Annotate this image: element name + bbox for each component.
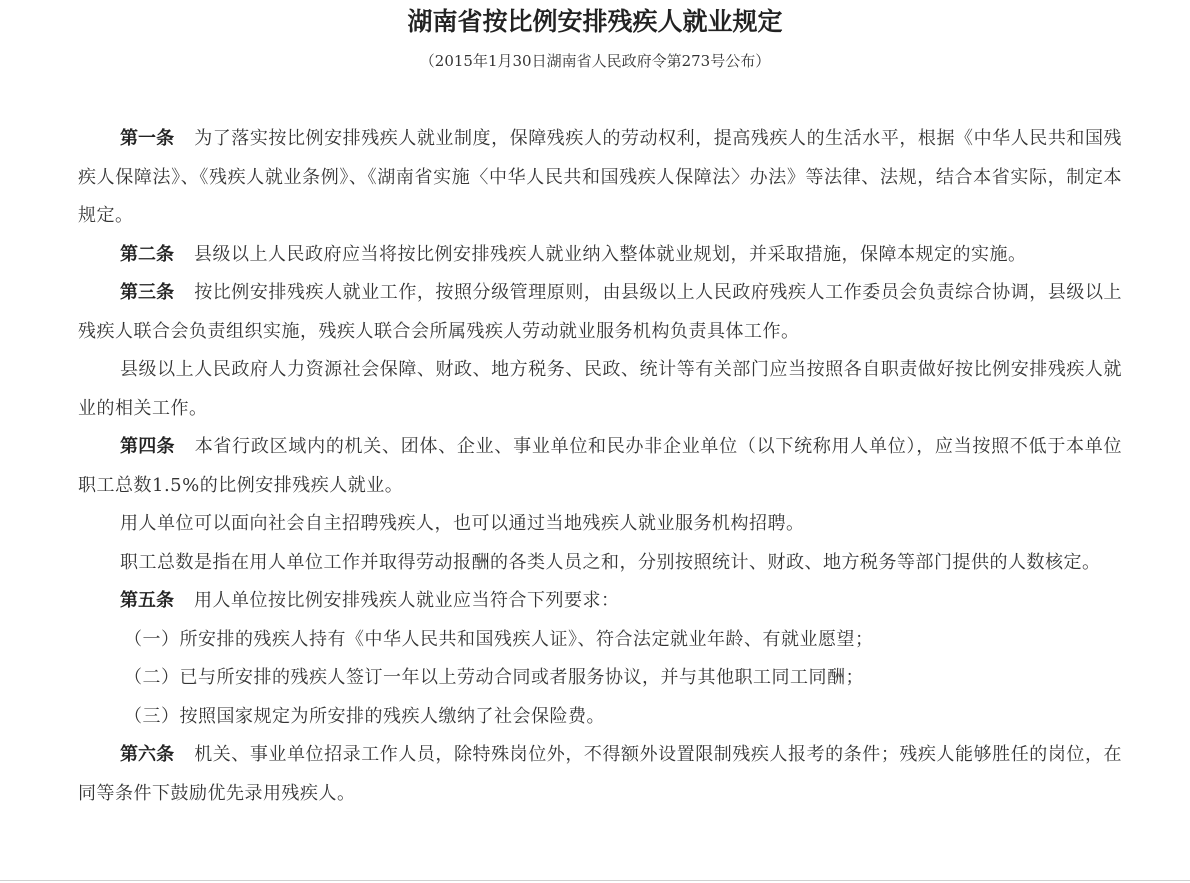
page-title: 湖南省按比例安排残疾人就业规定 [407,7,783,36]
article-label: 第一条 [120,128,175,149]
article-3 [78,274,1122,351]
article-1 [78,120,1122,236]
article-text: 按比例安排残疾人就业工作，按照分级管理原则，由县级以上人民政府残疾人工作委员会负责综合协调，县级以上残疾人联合会负责组织实施，残疾人联合会所属残疾人劳动就业服务机构负责具体工作。 [78,282,1123,342]
article-label: 第四条 [120,436,175,457]
item-text: （二）已与所安排的残疾人签订一年以上劳动合同或者服务协议，并与其他职工同工同酬； [124,667,864,688]
article-5 [78,582,1122,621]
article-label: 第六条 [120,744,175,765]
article-text: 县级以上人民政府应当将按比例安排残疾人就业纳入整体就业规划，并采取措施，保障本规定的实施。 [194,243,1027,265]
article-6 [78,736,1122,813]
paragraph-text: 县级以上人民政府人力资源社会保障、财政、地方税务、民政、统计等有关部门应当按照各自职责做好按比例安排残疾人就业的相关工作。 [78,359,1122,419]
paragraph-text: 职工总数是指在用人单位工作并取得劳动报酬的各类人员之和，分别按照统计、财政、地方税务等部门提供的人数核定。 [120,551,1101,573]
article-5-item-2 [78,659,1122,698]
article-5-item-3 [78,698,1122,737]
promulgation-note: （2015年1月30日湖南省人民政府令第273号公布） [419,52,771,70]
regulation-body [78,120,1122,813]
article-4 [78,428,1122,505]
article-3-paragraph-2 [78,351,1122,428]
article-4-paragraph-3 [78,544,1122,583]
article-4-paragraph-2 [78,505,1122,544]
item-text: （一）所安排的残疾人持有《中华人民共和国残疾人证》、符合法定就业年龄、有就业愿望； [124,628,874,650]
article-text: 机关、事业单位招录工作人员，除特殊岗位外，不得额外设置限制残疾人报考的条件；残疾人能够胜任的岗位，在同等条件下鼓励优先录用残疾人。 [78,744,1123,804]
article-2 [78,236,1122,275]
article-text: 本省行政区域内的机关、团体、企业、事业单位和民办非企业单位（以下统称用人单位），应当按照不低于本单位职工总数1.5%的比例安排残疾人就业。 [78,436,1123,496]
paragraph-text: 用人单位可以面向社会自主招聘残疾人，也可以通过当地残疾人就业服务机构招聘。 [120,513,805,534]
article-5-item-1 [78,621,1122,660]
article-text: 用人单位按比例安排残疾人就业应当符合下列要求： [194,590,620,611]
article-label: 第二条 [120,243,174,265]
article-label: 第三条 [120,282,175,303]
bottom-divider [0,880,1190,881]
article-label: 第五条 [120,590,174,611]
item-text: （三）按照国家规定为所安排的残疾人缴纳了社会保险费。 [124,705,605,727]
article-text: 为了落实按比例安排残疾人就业制度，保障残疾人的劳动权利，提高残疾人的生活水平，根据《中华人民共和国残疾人保障法》、《残疾人就业条例》、《湖南省实施〈中华人民共和国残疾人保障法〉办法》等法律、法规，结合本省实际，制定本规定。 [78,128,1123,226]
